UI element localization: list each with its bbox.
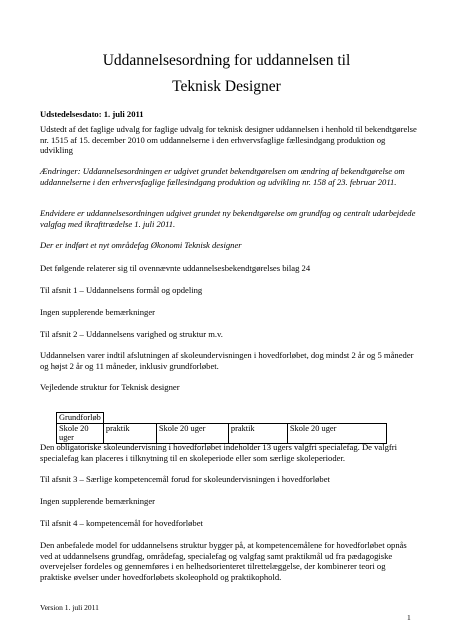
issuer-paragraph: Udstedt af det faglige udvalg for faglige udvalg for teknisk designer uddannelsen i henhold til bekendtgørelse nr. 1515 af 15. december 2010 om uddannelserne i den erhvervsfaglige fællesindgang produktion og udvikling <box>40 124 417 156</box>
structure-cell-school-1: Skole 20 uger <box>57 423 104 443</box>
further-paragraph: Endvidere er uddannelsesordningen udgivet grundet ny bekendtgørelse om grundfag og centralt udarbejdede valgfag med ikrafttrædelse 1. juli 2011. <box>40 208 416 229</box>
duration-paragraph: Uddannelsen varer indtil afslutningen af skoleundervisningen i hovedforløbet, dog mindst 2 år og 5 måneder og højst 2 år og 11 måneder, inklusiv grundforløbet. <box>40 350 414 371</box>
section-3-remarks: Ingen supplerende bemærkninger <box>40 496 156 506</box>
structure-cell-school-3: Skole 20 uger <box>287 423 386 443</box>
structure-heading: Vejledende struktur for Teknisk designer <box>40 382 180 392</box>
structure-cell-internship-2: praktik <box>228 423 287 443</box>
page-number: 1 <box>407 613 411 622</box>
section-2-heading: Til afsnit 2 – Uddannelsens varighed og struktur m.v. <box>40 329 223 339</box>
structure-table-wrapper <box>56 412 387 444</box>
changes-paragraph: Ændringer: Uddannelsesordningen er udgivet grundet bekendtgørelsen om ændring af bekendtgørelse om uddannelserne i den erhvervsfaglige fællesindgang produktion og udvikling nr. 158 af 23. februar 2011. <box>40 166 405 187</box>
footer-version: Version 1. juli 2011 <box>40 603 99 612</box>
section-1-heading: Til afsnit 1 – Uddannelsens formål og opdeling <box>40 285 203 295</box>
section-3-heading: Til afsnit 3 – Særlige kompetencemål forud for skoleundervisningen i hovedforløbet <box>40 474 330 484</box>
structure-cell-school-2: Skole 20 uger <box>156 423 228 443</box>
section-4-heading: Til afsnit 4 – kompetencemål for hovedforløbet <box>40 518 203 528</box>
structure-grundforlob: Grundforløb <box>57 413 104 424</box>
structure-cell-internship-1: praktik <box>103 423 156 443</box>
issue-date: Udstedelsesdato: 1. juli 2011 <box>40 109 144 119</box>
mandatory-paragraph: Den obligatoriske skoleundervisning i hovedforløbet indeholder 13 ugers valgfri specialefag. De valgfri specialefag kan placeres i tilknytning til en skoleperiode eller som særlige skoleperioder. <box>40 442 398 463</box>
structure-table <box>56 412 387 444</box>
section-1-remarks: Ingen supplerende bemærkninger <box>40 307 156 317</box>
document-title-line2: Teknisk Designer <box>172 78 281 95</box>
relates-paragraph: Det følgende relaterer sig til ovennævnte uddannelsesbekendtgørelses bilag 24 <box>40 263 311 273</box>
model-paragraph: Den anbefalede model for uddannelsens struktur bygger på, at kompetencemålene for hovedforløbet opnås ved at uddannelsens grundfag, områdefag, specialefag og valgfag samt praktikmål ud fra pædagogiske overvejelser fordeles og gennemføres i en helhedsorienteret tilrettelæggelse, der kombinerer teori og praktiske øvelser under hovedforløbets skoleophold og praktikophold. <box>40 540 407 582</box>
document-title-line1: Uddannelsesordning for uddannelsen til <box>102 52 351 69</box>
new-area-subject: Der er indført et nyt områdefag Økonomi Teknisk designer <box>40 240 242 250</box>
